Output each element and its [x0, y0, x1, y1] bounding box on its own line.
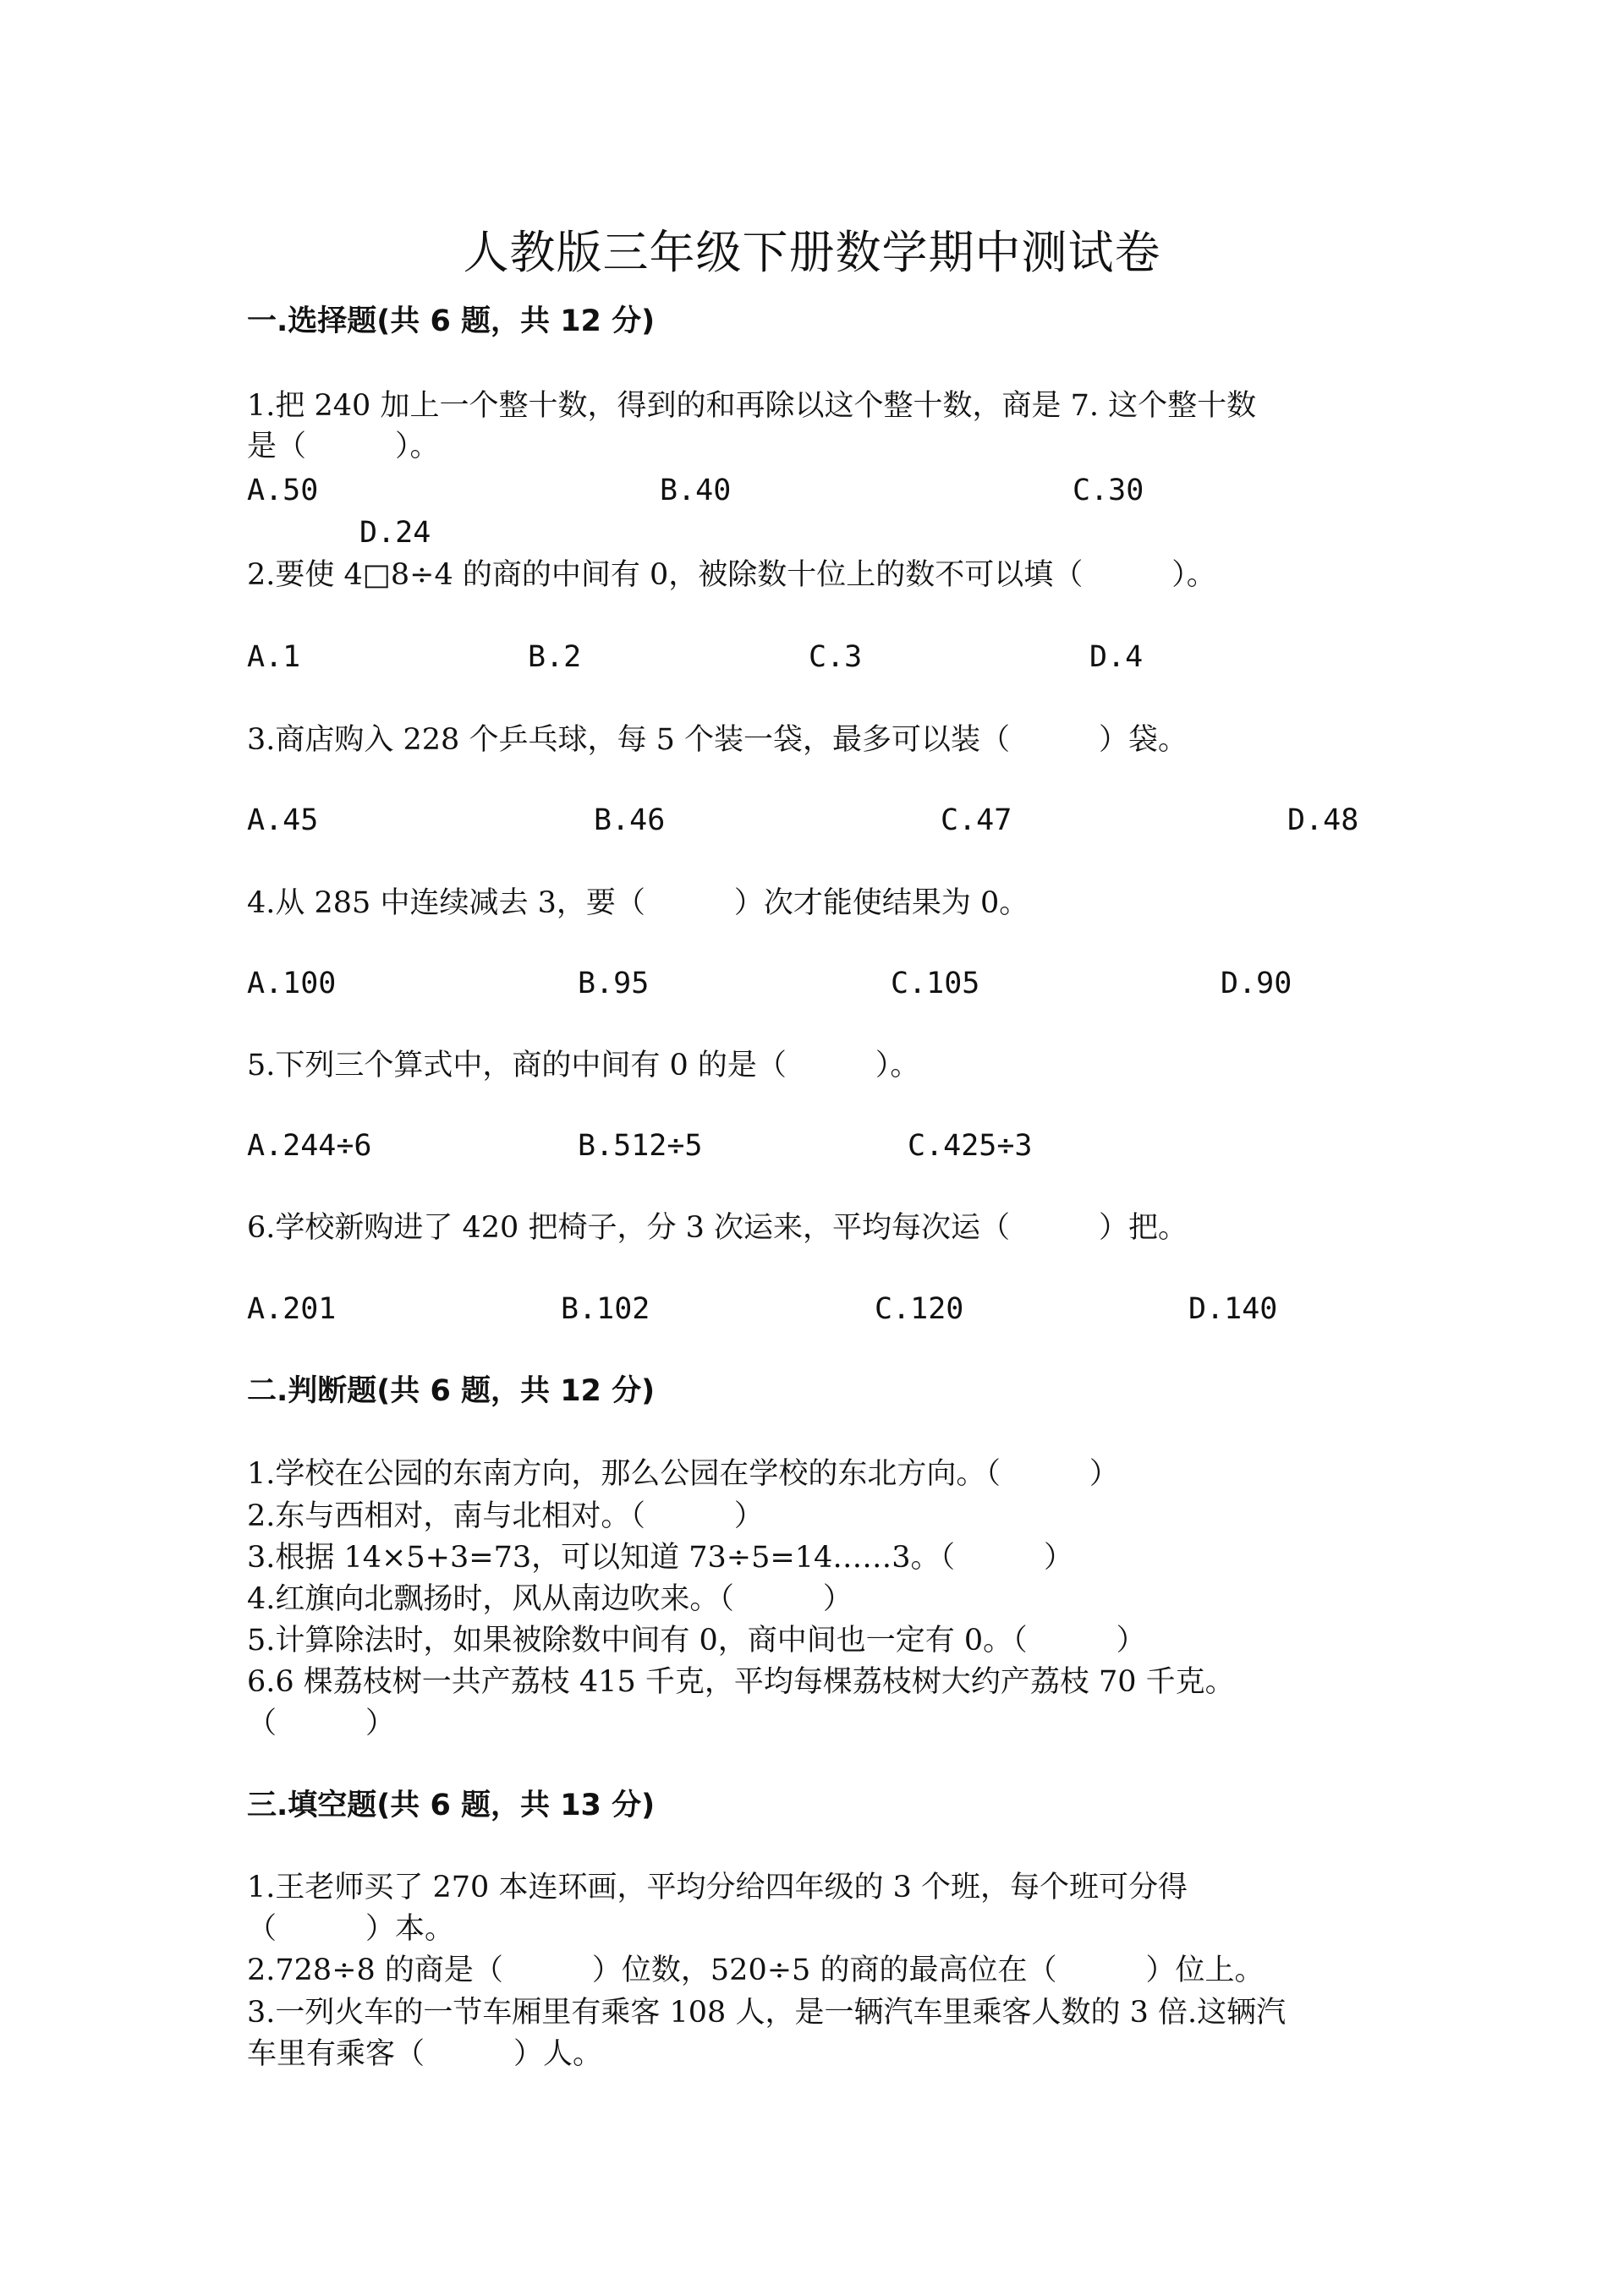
judge-line-6: 6.6 棵荔枝树一共产荔枝 415 千克，平均每棵荔枝树大约产荔枝 70 千克。	[247, 1665, 1235, 1699]
section-heading-true-false: 二.判断题(共 6 题，共 12 分)	[247, 1374, 656, 1408]
question-1-line-1: 1.把 240 加上一个整十数，得到的和再除以这个整十数，商是 7. 这个整十数	[247, 389, 1257, 423]
question-5-line-1: 5.下列三个算式中，商的中间有 0 的是（ ）。	[247, 1049, 920, 1082]
question-4-line-1: 4.从 285 中连续减去 3，要（ ）次才能使结果为 0。	[247, 886, 1029, 920]
judge-line-5: 5.计算除法时，如果被除数中间有 0，商中间也一定有 0。（ ）	[247, 1624, 1146, 1658]
question-4-option-c: C.105	[891, 967, 980, 1000]
fill-line-1: 1.王老师买了 270 本连环画，平均分给四年级的 3 个班，每个班可分得	[247, 1871, 1188, 1904]
question-5-option-a: A.244÷6	[247, 1129, 372, 1163]
fill-line-3: 3.一列火车的一节车厢里有乘客 108 人，是一辆汽车里乘客人数的 3 倍.这辆汽	[247, 1996, 1287, 2030]
fill-line-3-cont: 车里有乘客（ ）人。	[247, 2037, 603, 2071]
section-heading-fill-blank: 三.填空题(共 6 题，共 13 分)	[247, 1789, 656, 1822]
page-title: 人教版三年级下册数学期中测试卷	[463, 226, 1161, 280]
fill-line-2: 2.728÷8 的商是（ ）位数，520÷5 的商的最高位在（ ）位上。	[247, 1954, 1265, 1987]
question-3-option-d: D.48	[1287, 803, 1359, 837]
question-2-option-a: A.1	[247, 640, 301, 674]
question-1-option-c: C.30	[1073, 474, 1144, 507]
question-6-option-c: C.120	[875, 1292, 964, 1326]
question-2-option-d: D.4	[1089, 640, 1144, 674]
fill-line-1-cont: （ ）本。	[247, 1912, 455, 1946]
section-heading-choice: 一.选择题(共 6 题，共 12 分)	[247, 304, 656, 338]
judge-line-1: 1.学校在公园的东南方向，那么公园在学校的东北方向。（ ）	[247, 1457, 1119, 1491]
question-2-option-b: B.2	[528, 640, 582, 674]
question-4-option-d: D.90	[1221, 967, 1292, 1000]
judge-line-3: 3.根据 14×5+3=73，可以知道 73÷5=14……3。（ ）	[247, 1541, 1073, 1575]
question-6-option-a: A.201	[247, 1292, 337, 1326]
question-3-option-a: A.45	[247, 803, 319, 837]
question-2-option-c: C.3	[809, 640, 863, 674]
question-5-option-c: C.425÷3	[908, 1129, 1033, 1163]
question-1-line-2: 是（ ）。	[247, 430, 440, 463]
question-1-option-d: D.24	[359, 516, 431, 550]
question-4-option-b: B.95	[578, 967, 650, 1000]
question-3-line-1: 3.商店购入 228 个乒乓球，每 5 个装一袋，最多可以装（ ）袋。	[247, 723, 1188, 757]
question-6-option-b: B.102	[561, 1292, 650, 1326]
question-2-line-1: 2.要使 4□8÷4 的商的中间有 0，被除数十位上的数不可以填（ ）。	[247, 558, 1216, 592]
judge-line-2: 2.东与西相对，南与北相对。（ ）	[247, 1499, 764, 1533]
question-4-option-a: A.100	[247, 967, 337, 1000]
question-6-line-1: 6.学校新购进了 420 把椅子，分 3 次运来，平均每次运（ ）把。	[247, 1211, 1188, 1245]
question-1-option-b: B.40	[660, 474, 732, 507]
question-1-option-a: A.50	[247, 474, 319, 507]
question-3-option-c: C.47	[941, 803, 1012, 837]
question-6-option-d: D.140	[1188, 1292, 1278, 1326]
question-3-option-b: B.46	[594, 803, 666, 837]
judge-line-4: 4.红旗向北飘扬时，风从南边吹来。（ ）	[247, 1582, 853, 1616]
question-5-option-b: B.512÷5	[578, 1129, 703, 1163]
judge-line-6-cont: （ ）	[247, 1707, 396, 1740]
